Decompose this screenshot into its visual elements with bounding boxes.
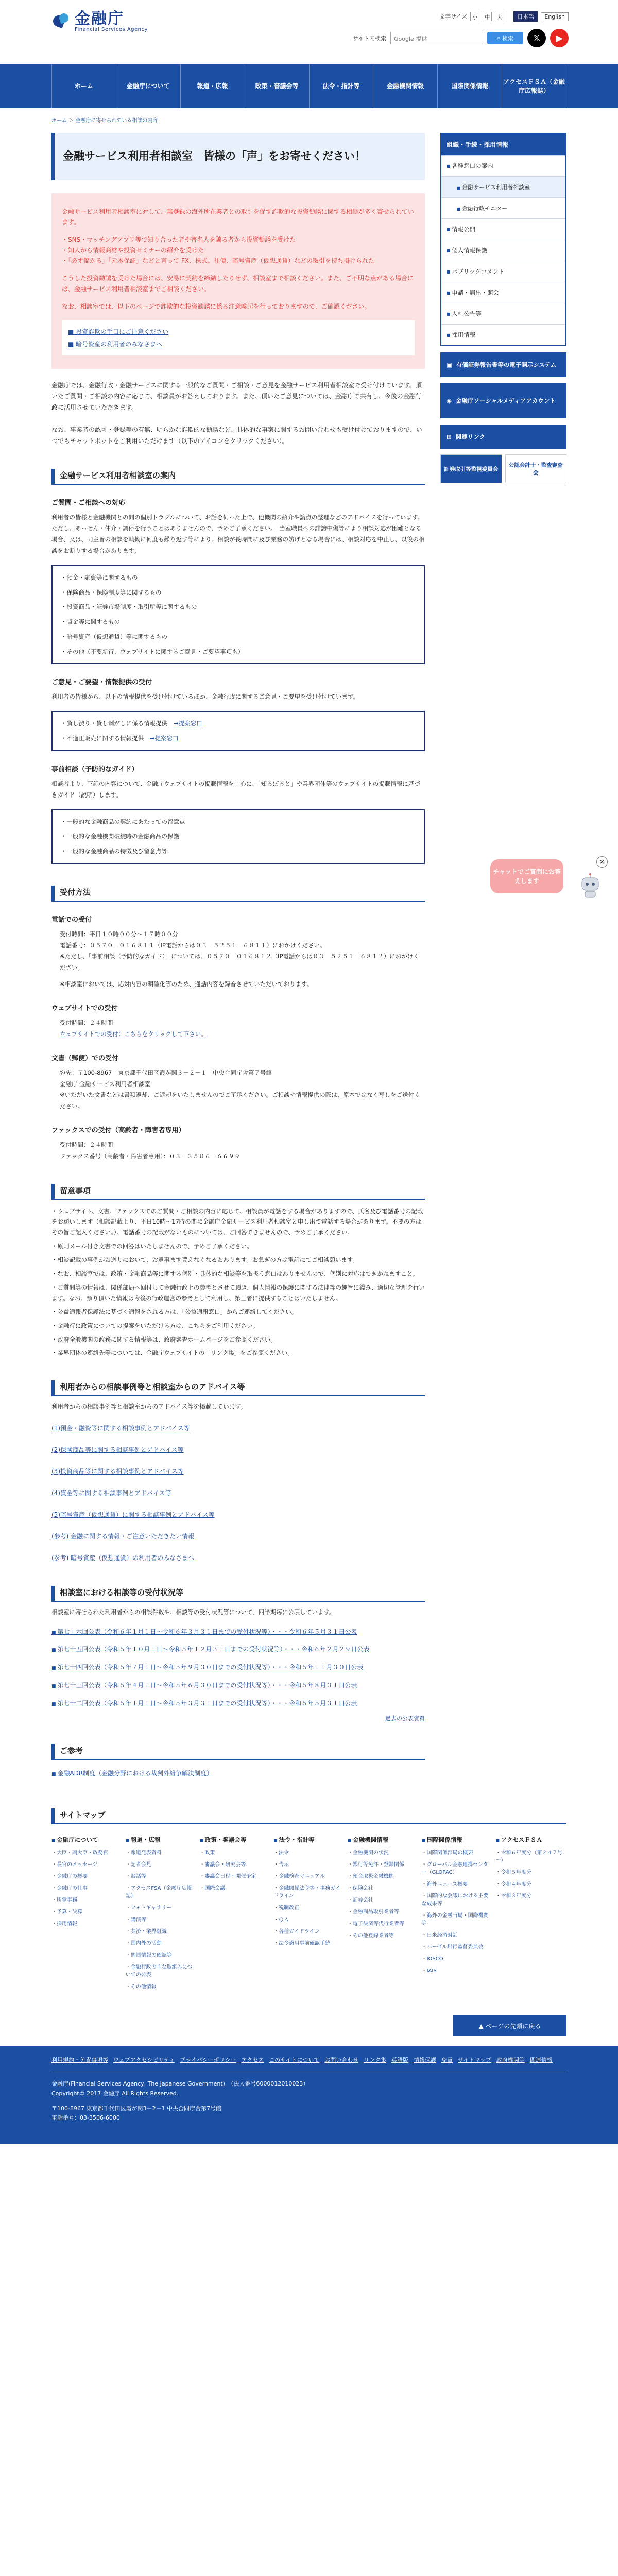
chatbot-close-icon[interactable]: × bbox=[596, 856, 608, 868]
subsection-title: ご意見・ご要望・情報提供の受付 bbox=[52, 679, 152, 687]
list-item: ・ 預金・融資等に関するもの bbox=[61, 570, 416, 585]
mail-title: 文書（郵便）での受付 bbox=[52, 1054, 119, 1062]
sitemap-link[interactable]: ・ 金融関係法令等・事務ガイドライン bbox=[273, 1885, 345, 1900]
sitemap-link[interactable]: ・ その他情報 bbox=[126, 1983, 197, 1991]
sitemap-link[interactable]: ・ 証券会社 bbox=[348, 1896, 419, 1904]
mail-recipient: 金融庁 金融サービス利用者相談室 bbox=[60, 1080, 151, 1088]
warning-text: こうした投資勧誘を受けた場合には、安易に契約を締結したりせず、相談室まで相談ください。また、ご不明な点がある場合には、金融サービス利用者相談室までご相談ください。 bbox=[62, 275, 414, 293]
sitemap-link[interactable]: ・ 電子決済等代行業者等 bbox=[348, 1920, 419, 1928]
sitemap-link[interactable]: ・ 国内外の活動 bbox=[126, 1940, 197, 1947]
social-media-banner-label: 金融庁ソーシャルメディアアカウント bbox=[456, 397, 556, 404]
sitemap-link[interactable]: ・ 関連情報の確認等 bbox=[126, 1952, 197, 1959]
warning-link-crypto[interactable]: ■ 暗号資産の利用者のみなさまへ bbox=[68, 340, 163, 348]
link-icon: ⊞ bbox=[447, 433, 452, 440]
sitemap-link[interactable]: ・ 保険会社 bbox=[348, 1885, 419, 1892]
footer-link[interactable]: 利用規約・免責事項等 bbox=[52, 2057, 108, 2064]
gnav-item[interactable]: 金融庁について bbox=[116, 64, 180, 108]
youtube-icon[interactable]: ▶ bbox=[550, 29, 569, 47]
warning-text: なお、相談室では、以下のページで詐欺的な投資勧誘に係る注意喚起を行っておりますので、ご確認ください。 bbox=[62, 303, 371, 311]
footer-link[interactable]: プライバシーポリシー bbox=[180, 2057, 236, 2064]
warning-bullet: ・知人から情報商材や投資セミナーの紹介を受けた bbox=[62, 246, 204, 254]
subsection-title: 事前相談（予防的なガイド） bbox=[52, 765, 139, 773]
sitemap-link[interactable]: ・ 審議会・研究会等 bbox=[199, 1861, 270, 1869]
sitemap-column-heading[interactable]: ■ アクセスＦＳＡ bbox=[495, 1836, 566, 1844]
section-title: 利用者からの相談事例等と相談室からのアドバイス等 bbox=[52, 1380, 425, 1396]
edinet-banner[interactable] bbox=[440, 352, 566, 377]
gnav-item[interactable]: アクセスＦＳＡ（金融庁広報誌） bbox=[502, 64, 566, 108]
sitemap-link[interactable]: ・ 国際的な会議における主要な成果等 bbox=[422, 1892, 493, 1908]
note-item: ・ 相談記載の事例がお送りにおいて、お返事ます貰えなくなるおあります。お急ぎの方は電話にてご相談願います。 bbox=[52, 1255, 425, 1265]
sidebar bbox=[440, 129, 566, 1777]
note-item: ・ ウェブサイト、文書、ファックスでのご質問・ご相談の内容に応じて、相談員が電話をする場合がありますので、氏名及び電話番号の記載をお願いします（相談記載より、平日10時～17時の間に金融庁金融サービス利用者相談室と申し出て電話する場合があります。不要の方はその旨ご記入ください。）。電話番号の記載がないものについては、ご回答できませんので、予めご了承ください。 bbox=[52, 1206, 425, 1238]
font-large-button[interactable]: 大 bbox=[495, 12, 504, 21]
sidebar-item[interactable]: ■ パブリックコメント bbox=[441, 261, 565, 282]
footer-link[interactable]: アクセス bbox=[241, 2057, 264, 2064]
gnav-item[interactable]: 金融機関情報 bbox=[373, 64, 437, 108]
list-item bbox=[61, 731, 416, 746]
related-links-banner[interactable] bbox=[440, 425, 566, 449]
footer-link[interactable]: お問い合わせ bbox=[324, 2057, 359, 2064]
notes-list bbox=[52, 1206, 425, 1359]
sitemap-link[interactable]: ・ 金融庁の仕事 bbox=[52, 1885, 123, 1892]
sitemap-link[interactable]: ・ 令和４年度分 bbox=[495, 1880, 566, 1888]
sitemap-link[interactable]: ・ 談話等 bbox=[126, 1873, 197, 1880]
sitemap-column bbox=[273, 1836, 345, 1995]
sitemap-title: サイトマップ bbox=[52, 1808, 566, 1824]
note-item: ・ 政府全般機関の政務に関する情報等は、政府審査ホームページをご参照ください。 bbox=[52, 1334, 425, 1345]
sitemap-link[interactable]: ・ 金融行政の主な取組みについての公表 bbox=[126, 1963, 197, 1979]
fax-title: ファックスでの受付（高齢者・障害者専用） bbox=[52, 1127, 185, 1135]
adr-link[interactable]: ■ 金融ADR制度（金融分野における裁判外紛争解決制度） bbox=[52, 1769, 425, 1778]
footer-link[interactable]: 政府機関等 bbox=[496, 2057, 525, 2064]
sitemap-link[interactable]: ・ グローバル金融連携センター（GLOPAC） bbox=[422, 1861, 493, 1876]
page-title: 金融サービス利用者相談室 皆様の「声」をお寄せください！ bbox=[63, 150, 366, 162]
web-hours: 受付時間：２４時間 bbox=[60, 1019, 113, 1026]
footer-tel: 電話番号：03-3506-6000 bbox=[52, 2114, 120, 2122]
phone-title: 電話での受付 bbox=[52, 916, 92, 924]
section-text: 相談者より、下記の内容について、金融庁ウェブサイトの掲載情報を中心に、「知るぼると」や業界団体等のウェブサイトの掲載情報に基づきガイド（説明）します。 bbox=[52, 779, 420, 799]
footer-link[interactable]: 免責 bbox=[441, 2057, 453, 2064]
page-top-button[interactable]: ▲ ページの先頭に戻る bbox=[453, 2015, 566, 2036]
sitemap-link[interactable]: ・ 講演等 bbox=[126, 1916, 197, 1924]
list-item: ・ 保険商品・保険制度等に関するもの bbox=[61, 585, 416, 600]
search-input[interactable]: Google 提供 bbox=[390, 32, 483, 44]
x-icon[interactable]: 𝕏 bbox=[527, 29, 546, 47]
lang-en-button[interactable]: English bbox=[541, 12, 569, 21]
breadcrumb-home[interactable]: ホーム bbox=[52, 118, 67, 124]
submission-link[interactable]: →提案窓口 bbox=[174, 720, 202, 727]
list-item: ・ 暗号資産（仮想通貨）等に関するもの bbox=[61, 630, 416, 645]
sitemap-link[interactable]: ・ フォトギャラリー bbox=[126, 1904, 197, 1912]
gnav-item[interactable]: 報道・広報 bbox=[180, 64, 245, 108]
sitemap-column bbox=[126, 1836, 197, 1995]
sitemap-link[interactable]: ・ 国際会議 bbox=[199, 1885, 270, 1892]
search-button-label: 検索 bbox=[502, 35, 513, 42]
phone-number: 電話番号：０５７０－０１６８１１（IP電話からは０３－５２５１－６８１１）におかけください。 bbox=[60, 941, 326, 949]
mail-address: 宛先：〒100-8967 東京都千代田区霞が関３－２－１ 中央合同庁舎第７号館 bbox=[60, 1069, 272, 1076]
sidebar-item[interactable]: ■ 個人情報保護 bbox=[441, 240, 565, 261]
sitemap-link[interactable]: ・ 採用情報 bbox=[52, 1920, 123, 1928]
list-item: ・ その他（不要新行、ウェブサイトに関するご意見・ご要望事項も） bbox=[61, 645, 416, 659]
sitemap-link[interactable]: ・ 国際関係部局の概要 bbox=[422, 1849, 493, 1857]
section-title: 金融サービス利用者相談室の案内 bbox=[52, 469, 425, 485]
site-header bbox=[0, 0, 618, 64]
section-text: 相談室に寄せられた利用者からの相談件数や、相談等の受付状況等について、四半期毎に公表しています。 bbox=[52, 1608, 335, 1616]
sitemap-link[interactable]: ・ 各種ガイドライン bbox=[273, 1928, 345, 1936]
sitemap-link[interactable]: ・ 預金取扱金融機関 bbox=[348, 1873, 419, 1880]
list-item: ・ 一般的な金融機関破綻時の金融商品の保護 bbox=[61, 829, 416, 844]
sitemap-link[interactable]: ・ その他登録業者等 bbox=[348, 1932, 419, 1940]
opinion-list bbox=[52, 711, 425, 751]
gnav-item[interactable]: 国際関係情報 bbox=[437, 64, 502, 108]
past-reports-link[interactable]: 過去の公表資料 bbox=[385, 1715, 425, 1722]
sitemap-link[interactable]: ・ 記者会見 bbox=[126, 1861, 197, 1869]
site-footer bbox=[0, 2046, 618, 2143]
sitemap-column-heading[interactable]: ■ 国際関係情報 bbox=[422, 1836, 493, 1844]
warning-bullet: ・「必ず儲かる」「元本保証」などと言って FX、株式、社債、暗号資産（仮想通貨）などの取引を持ち掛けられた bbox=[62, 257, 374, 265]
sitemap-link[interactable]: ・ 大臣・副大臣・政務官 bbox=[52, 1849, 123, 1857]
main-content bbox=[52, 129, 425, 1777]
phone-hours: 受付時間：平日１０時００分～１７時００分 bbox=[60, 930, 178, 938]
sitemap-link[interactable]: ・ バーゼル銀行監督委員会 bbox=[422, 1943, 493, 1951]
sitemap-link[interactable]: ・ IAIS bbox=[422, 1967, 493, 1975]
sitemap-link[interactable]: ・ 金融機関の状況 bbox=[348, 1849, 419, 1857]
sitemap-link[interactable]: ・ ＱＡ bbox=[273, 1916, 345, 1924]
footer-copyright: Copyright© 2017 金融庁 All Rights Reserved. bbox=[52, 2090, 179, 2097]
web-form-link[interactable]: ウェブサイトでの受付：こちらをクリックして下さい。 bbox=[60, 1030, 207, 1038]
footer-link[interactable]: 英語版 bbox=[391, 2057, 409, 2064]
related-links-label: 関連リンク bbox=[455, 433, 485, 440]
sitemap-link[interactable]: ・ 令和３年度分 bbox=[495, 1892, 566, 1900]
note-item: ・ 公益通報者保護法に基づく通報をされる方は、「公益通報窓口」からご連絡してください。 bbox=[52, 1307, 425, 1317]
chatbot-bubble[interactable]: チャットでご質問にお答えします bbox=[490, 859, 563, 893]
sitemap-column-heading[interactable]: ■ 金融庁について bbox=[52, 1836, 123, 1844]
sidebar-item[interactable]: ■ 金融行政モニター bbox=[441, 197, 565, 218]
sitemap-link[interactable]: ・ IOSCO bbox=[422, 1955, 493, 1963]
sitemap-column bbox=[52, 1836, 123, 1995]
footer-link[interactable]: ウェブアクセシビリティ bbox=[113, 2057, 175, 2064]
sitemap-link[interactable]: ・ 銀行等免許・登録関係 bbox=[348, 1861, 419, 1869]
sidebar-item[interactable]: ■ 金融サービス利用者相談室 bbox=[441, 176, 565, 197]
sitemap-link[interactable]: ・ 予算・決算 bbox=[52, 1908, 123, 1916]
phone-note: ※ただし、「事前相談（予防的なガイド）」については、０５７０－０１６８１２（IP電話からは０３－５２５１－６８１２）におかけください。 bbox=[60, 953, 419, 972]
sitemap-link[interactable]: ・ 税制改正 bbox=[273, 1904, 345, 1912]
sitemap-column bbox=[422, 1836, 493, 1995]
sitemap-link[interactable]: ・ 告示 bbox=[273, 1861, 345, 1869]
sitemap-link[interactable]: ・ 所掌事務 bbox=[52, 1896, 123, 1904]
sitemap-column-heading[interactable]: ■ 金融機関情報 bbox=[348, 1836, 419, 1844]
cpaaob-banner[interactable]: 公認会計士・監査審査会 bbox=[505, 454, 567, 483]
phone-note: ※相談室においては、応対内容の明確化等のため、通話内容を録音させていただいております。 bbox=[60, 980, 313, 988]
fsa-logo-icon bbox=[53, 13, 71, 31]
sitemap-link[interactable]: ・ 審議会日程・開催予定 bbox=[199, 1873, 270, 1880]
sitemap-link[interactable]: ・ 海外の金融当局・国際機関等 bbox=[422, 1912, 493, 1927]
global-nav bbox=[0, 64, 618, 108]
sitemap-link[interactable]: ・ 金融庁の概要 bbox=[52, 1873, 123, 1880]
site-logo[interactable] bbox=[53, 11, 148, 32]
note-item: ・ 原則メール付き文書での回答はいたしませんので、予めご了承ください。 bbox=[52, 1241, 425, 1252]
logo-subtitle: Financial Services Agency bbox=[75, 27, 148, 32]
sitemap-link[interactable]: ・ 報道発表資料 bbox=[126, 1849, 197, 1857]
sitemap-link[interactable]: ・ 法令 bbox=[273, 1849, 345, 1857]
sitemap-column-heading[interactable]: ■ 法令・指針等 bbox=[273, 1836, 345, 1844]
breadcrumb-separator: ＞ bbox=[67, 118, 76, 124]
search-icon: ⌕ bbox=[497, 35, 501, 41]
gnav-item[interactable]: 法令・指針等 bbox=[309, 64, 373, 108]
preventive-list bbox=[52, 809, 425, 864]
sitemap-column bbox=[495, 1836, 566, 1995]
gnav-item[interactable]: ホーム bbox=[52, 64, 116, 108]
submission-link[interactable]: →提案窓口 bbox=[150, 735, 179, 742]
footer-link[interactable]: 情報保護 bbox=[414, 2057, 437, 2064]
sidebar-item[interactable]: ■ 申請・届出・照会 bbox=[441, 282, 565, 303]
sitemap bbox=[52, 1808, 566, 1995]
sitemap-link[interactable]: ・ 金融商品取引業者等 bbox=[348, 1908, 419, 1916]
section-text: 利用者の皆様と金融機関との間の個別トラブルについて、お話を伺った上で、他機関の紹介や論点の整理などのアドバイスを行っています。ただし、あっせん・仲介・調停を行うことはありませんので、予めご了承ください。 当室職員への誹謗中傷等により相談対応が困難となる場合、又は、同主旨の相談を執拗に何度も繰り返す等により、相談が長時間に及び業務の妨げとなる場合には、相談対応を中止し、以後の相談をお断りする場合があります。 bbox=[52, 513, 425, 555]
note-item: ・ 金融行に政策についての提案をいただける方は、こちらをご利用ください。 bbox=[52, 1320, 425, 1331]
sesc-banner[interactable]: 証券取引等監視委員会 bbox=[440, 454, 502, 483]
chatbot-robot-icon[interactable] bbox=[578, 873, 603, 900]
section-text: 利用者の皆様から、以下の情報提供を受け付けているほか、金融行政に関するご意見・ご要望を受け付けています。 bbox=[52, 693, 359, 701]
page-title-box bbox=[52, 133, 425, 180]
intro-text: なお、事業者の認可・登録等の有無、明らかな詐欺的な勧誘など、具体的な事案に関するお問い合わせも受け付けておりますので、いつでもチャットボットをご利用いただけます（以下のアイコンをクリックください）。 bbox=[52, 426, 422, 445]
advice-link[interactable]: (1)預金・融資等に関する相談事例とアドバイス等 bbox=[52, 1424, 190, 1432]
note-item: ・ なお、相談室では、政策・金融商品等に関する個別・具体的な相談等を取扱う窓口はありませんので、個別に対応はできかねますこと。 bbox=[52, 1268, 425, 1279]
advice-link[interactable]: (5)暗号資産（仮想通貨）に関する相談事例とアドバイス等 bbox=[52, 1511, 215, 1518]
sitemap-column-heading[interactable]: ■ 政策・審議会等 bbox=[199, 1836, 270, 1844]
web-title: ウェブサイトでの受付 bbox=[52, 1004, 118, 1012]
font-size-label: 文字サイズ bbox=[439, 13, 468, 20]
advice-link[interactable]: (4)貸金等に関する相談事例とアドバイス等 bbox=[52, 1489, 171, 1497]
fax-number: ファックス番号（高齢者・障害者専用）：０３－３５０６－６６９９ bbox=[60, 1152, 241, 1160]
list-item: ・ 投資商品・証券市場制度・取引所等に関するもの bbox=[61, 600, 416, 615]
advice-link[interactable]: (2)保険商品等に関する相談事例とアドバイス等 bbox=[52, 1446, 184, 1453]
list-item bbox=[61, 716, 416, 731]
section-title: 留意事項 bbox=[52, 1184, 425, 1200]
warning-box bbox=[52, 193, 425, 369]
font-small-button[interactable]: 小 bbox=[470, 12, 479, 21]
status-report-link[interactable]: ■ 第七十二回公表（令和５年１月１日～令和５年３月３１日までの受付状況等）・・・令和５年５月３１日公表 bbox=[52, 1699, 425, 1708]
list-item-text: 貸し渋り・貸し剥がしに係る情報提供 bbox=[66, 720, 167, 727]
status-report-link[interactable]: ■ 第七十四回公表（令和５年７月１日～令和５年９月３０日までの受付状況等）・・・令和５年１１月３０日公表 bbox=[52, 1663, 425, 1672]
intro-text: 金融庁では、金融行政・金融サービスに関する一般的なご質問・ご相談・ご意見を金融サービス利用者相談室で受け付けています。頂いたご質問・ご相談の内容に応じて、相談員がお答えしております。また、頂いたご意見については、金融庁で共有し、今後の金融行政に活用させていただきます。 bbox=[52, 381, 422, 411]
breadcrumb-current[interactable]: 金融庁に寄せられている相談の内容 bbox=[75, 118, 158, 124]
sidebar-item[interactable]: ■ 入札公告等 bbox=[441, 303, 565, 324]
section-title: ご参考 bbox=[52, 1744, 425, 1760]
sitemap-link[interactable]: ・ 海外ニュース概要 bbox=[422, 1880, 493, 1888]
sitemap-link[interactable]: ・ 令和６年度分（第２４７号～） bbox=[495, 1849, 566, 1865]
sitemap-column-heading[interactable]: ■ 報道・広報 bbox=[126, 1836, 197, 1844]
subsection-title: ご質問・ご相談への対応 bbox=[52, 499, 126, 507]
warning-bullet: ・SNS・マッチングアプリ等で知り合った者や著名人を騙る者から投資勧誘を受けた bbox=[62, 236, 296, 244]
search-label: サイト内検索 bbox=[352, 35, 386, 42]
sitemap-link[interactable]: ・ 金融検査マニュアル bbox=[273, 1873, 345, 1880]
sidebar-item[interactable]: ■ 採用情報 bbox=[441, 324, 565, 345]
share-icon: ◉ bbox=[447, 397, 452, 404]
sitemap-column bbox=[199, 1836, 270, 1995]
mail-note: ※いただいた文書などは書類返却、ご返却をいたしませんのでご了承ください。ご相談や情報提供の際は、原本ではなく写しをご送付ください。 bbox=[60, 1091, 420, 1110]
sidebar-heading[interactable]: 組織・手続・採用情報 bbox=[441, 134, 565, 155]
advice-link[interactable]: (参考) 暗号資産（仮想通貨）の利用者のみなさまへ bbox=[52, 1554, 195, 1562]
logo-title: 金融庁 bbox=[75, 10, 124, 28]
status-report-link[interactable]: ■ 第七十三回公表（令和５年４月１日～令和５年６月３０日までの受付状況等）・・・令和５年８月３１日公表 bbox=[52, 1681, 425, 1690]
section-text: 利用者からの相談事例等と相談室からのアドバイス等を掲載しています。 bbox=[52, 1402, 247, 1410]
sitemap-link[interactable]: ・ アクセスFSA（金融庁広報誌） bbox=[126, 1885, 197, 1900]
warning-link-fraud[interactable]: ■ 投資詐欺の手口にご注意ください bbox=[68, 328, 169, 335]
status-report-link[interactable]: ■ 第七十六回公表（令和６年１月１日～令和６年３月３１日までの受付状況等）・・・令和６年５月３１日公表 bbox=[52, 1628, 425, 1636]
sidebar-item[interactable]: ■ 各種窓口の案内 bbox=[441, 155, 565, 176]
sidebar-item[interactable]: ■ 情報公開 bbox=[441, 218, 565, 240]
font-medium-button[interactable]: 中 bbox=[483, 12, 492, 21]
sitemap-link[interactable]: ・ 長官のメッセージ bbox=[52, 1861, 123, 1869]
note-item: ・ ご質問等の情報は、関係部局へ回付して金融行政上の参考とさせて頂き、個人情報の保護に関する法律等の趣旨に鑑み、適切な管理を行います。なお、預り頂いた情報は今後の行政運営の参考として利用し、第三者に提供することはいたしません。 bbox=[52, 1282, 425, 1303]
sitemap-link[interactable]: ・ 令和５年度分 bbox=[495, 1869, 566, 1876]
document-icon: ▣ bbox=[447, 361, 452, 368]
advice-link[interactable]: (参考) 金融に関する情報・ご注意いただきたい情報 bbox=[52, 1532, 195, 1540]
sitemap-link[interactable]: ・ 日米経済対話 bbox=[422, 1931, 493, 1939]
advice-link[interactable]: (3)投資商品等に関する相談事例とアドバイス等 bbox=[52, 1467, 184, 1475]
lang-ja-button[interactable]: 日本語 bbox=[513, 11, 538, 22]
footer-address: 〒100-8967 東京都千代田区霞が関3－2－1 中央合同庁舎第7号館 bbox=[52, 2105, 221, 2112]
sitemap-link[interactable]: ・ 政策 bbox=[199, 1849, 270, 1857]
note-item: ・ 業界団体の連絡先等については、金融庁ウェブサイトの「リンク集」をご参照ください。 bbox=[52, 1348, 425, 1359]
footer-org: 金融庁(Financial Services Agency, The Japanese Government) （法人番号6000012010023） bbox=[52, 2080, 309, 2088]
list-item: ・ 一般的な金融商品の契約にあたっての留意点 bbox=[61, 815, 416, 829]
advice-list bbox=[52, 1422, 425, 1564]
status-list bbox=[52, 1628, 425, 1708]
list-item: ・ 一般的な金融商品の特徴及び留意点等 bbox=[61, 844, 416, 859]
footer-link[interactable]: リンク集 bbox=[364, 2057, 387, 2064]
consult-topics-list bbox=[52, 565, 425, 665]
fax-hours: 受付時間：２４時間 bbox=[60, 1141, 113, 1149]
social-media-banner[interactable] bbox=[440, 383, 566, 418]
list-item: ・ 貸金等に関するもの bbox=[61, 615, 416, 630]
footer-link[interactable]: このサイトについて bbox=[269, 2057, 320, 2064]
section-title: 受付方法 bbox=[52, 886, 425, 902]
footer-link[interactable]: 関連情報 bbox=[529, 2057, 553, 2064]
footer-link[interactable]: サイトマップ bbox=[458, 2057, 491, 2064]
sitemap-link[interactable]: ・ 法令適用事前確認手続 bbox=[273, 1940, 345, 1947]
breadcrumb bbox=[52, 108, 566, 129]
search-button[interactable] bbox=[487, 32, 523, 44]
section-title: 相談室における相談等の受付状況等 bbox=[52, 1586, 425, 1602]
edinet-banner-label: 有価証券報告書等の電子開示システム bbox=[456, 361, 557, 368]
gnav-item[interactable]: 政策・審議会等 bbox=[245, 64, 309, 108]
list-item-text: 不適正販売に関する情報提供 bbox=[66, 735, 144, 742]
status-report-link[interactable]: ■ 第七十五回公表（令和５年１０月１日～令和５年１２月３１日までの受付状況等）・・・令和６年２月２９日公表 bbox=[52, 1645, 425, 1654]
sitemap-link[interactable]: ・ 共済・業界組織 bbox=[126, 1928, 197, 1936]
warning-text: 金融サービス利用者相談室に対して、無登録の海外所在業者との取引を促す詐欺的な投資勧誘に関する相談が多く寄せられています。 bbox=[62, 208, 414, 226]
sitemap-column bbox=[348, 1836, 419, 1995]
